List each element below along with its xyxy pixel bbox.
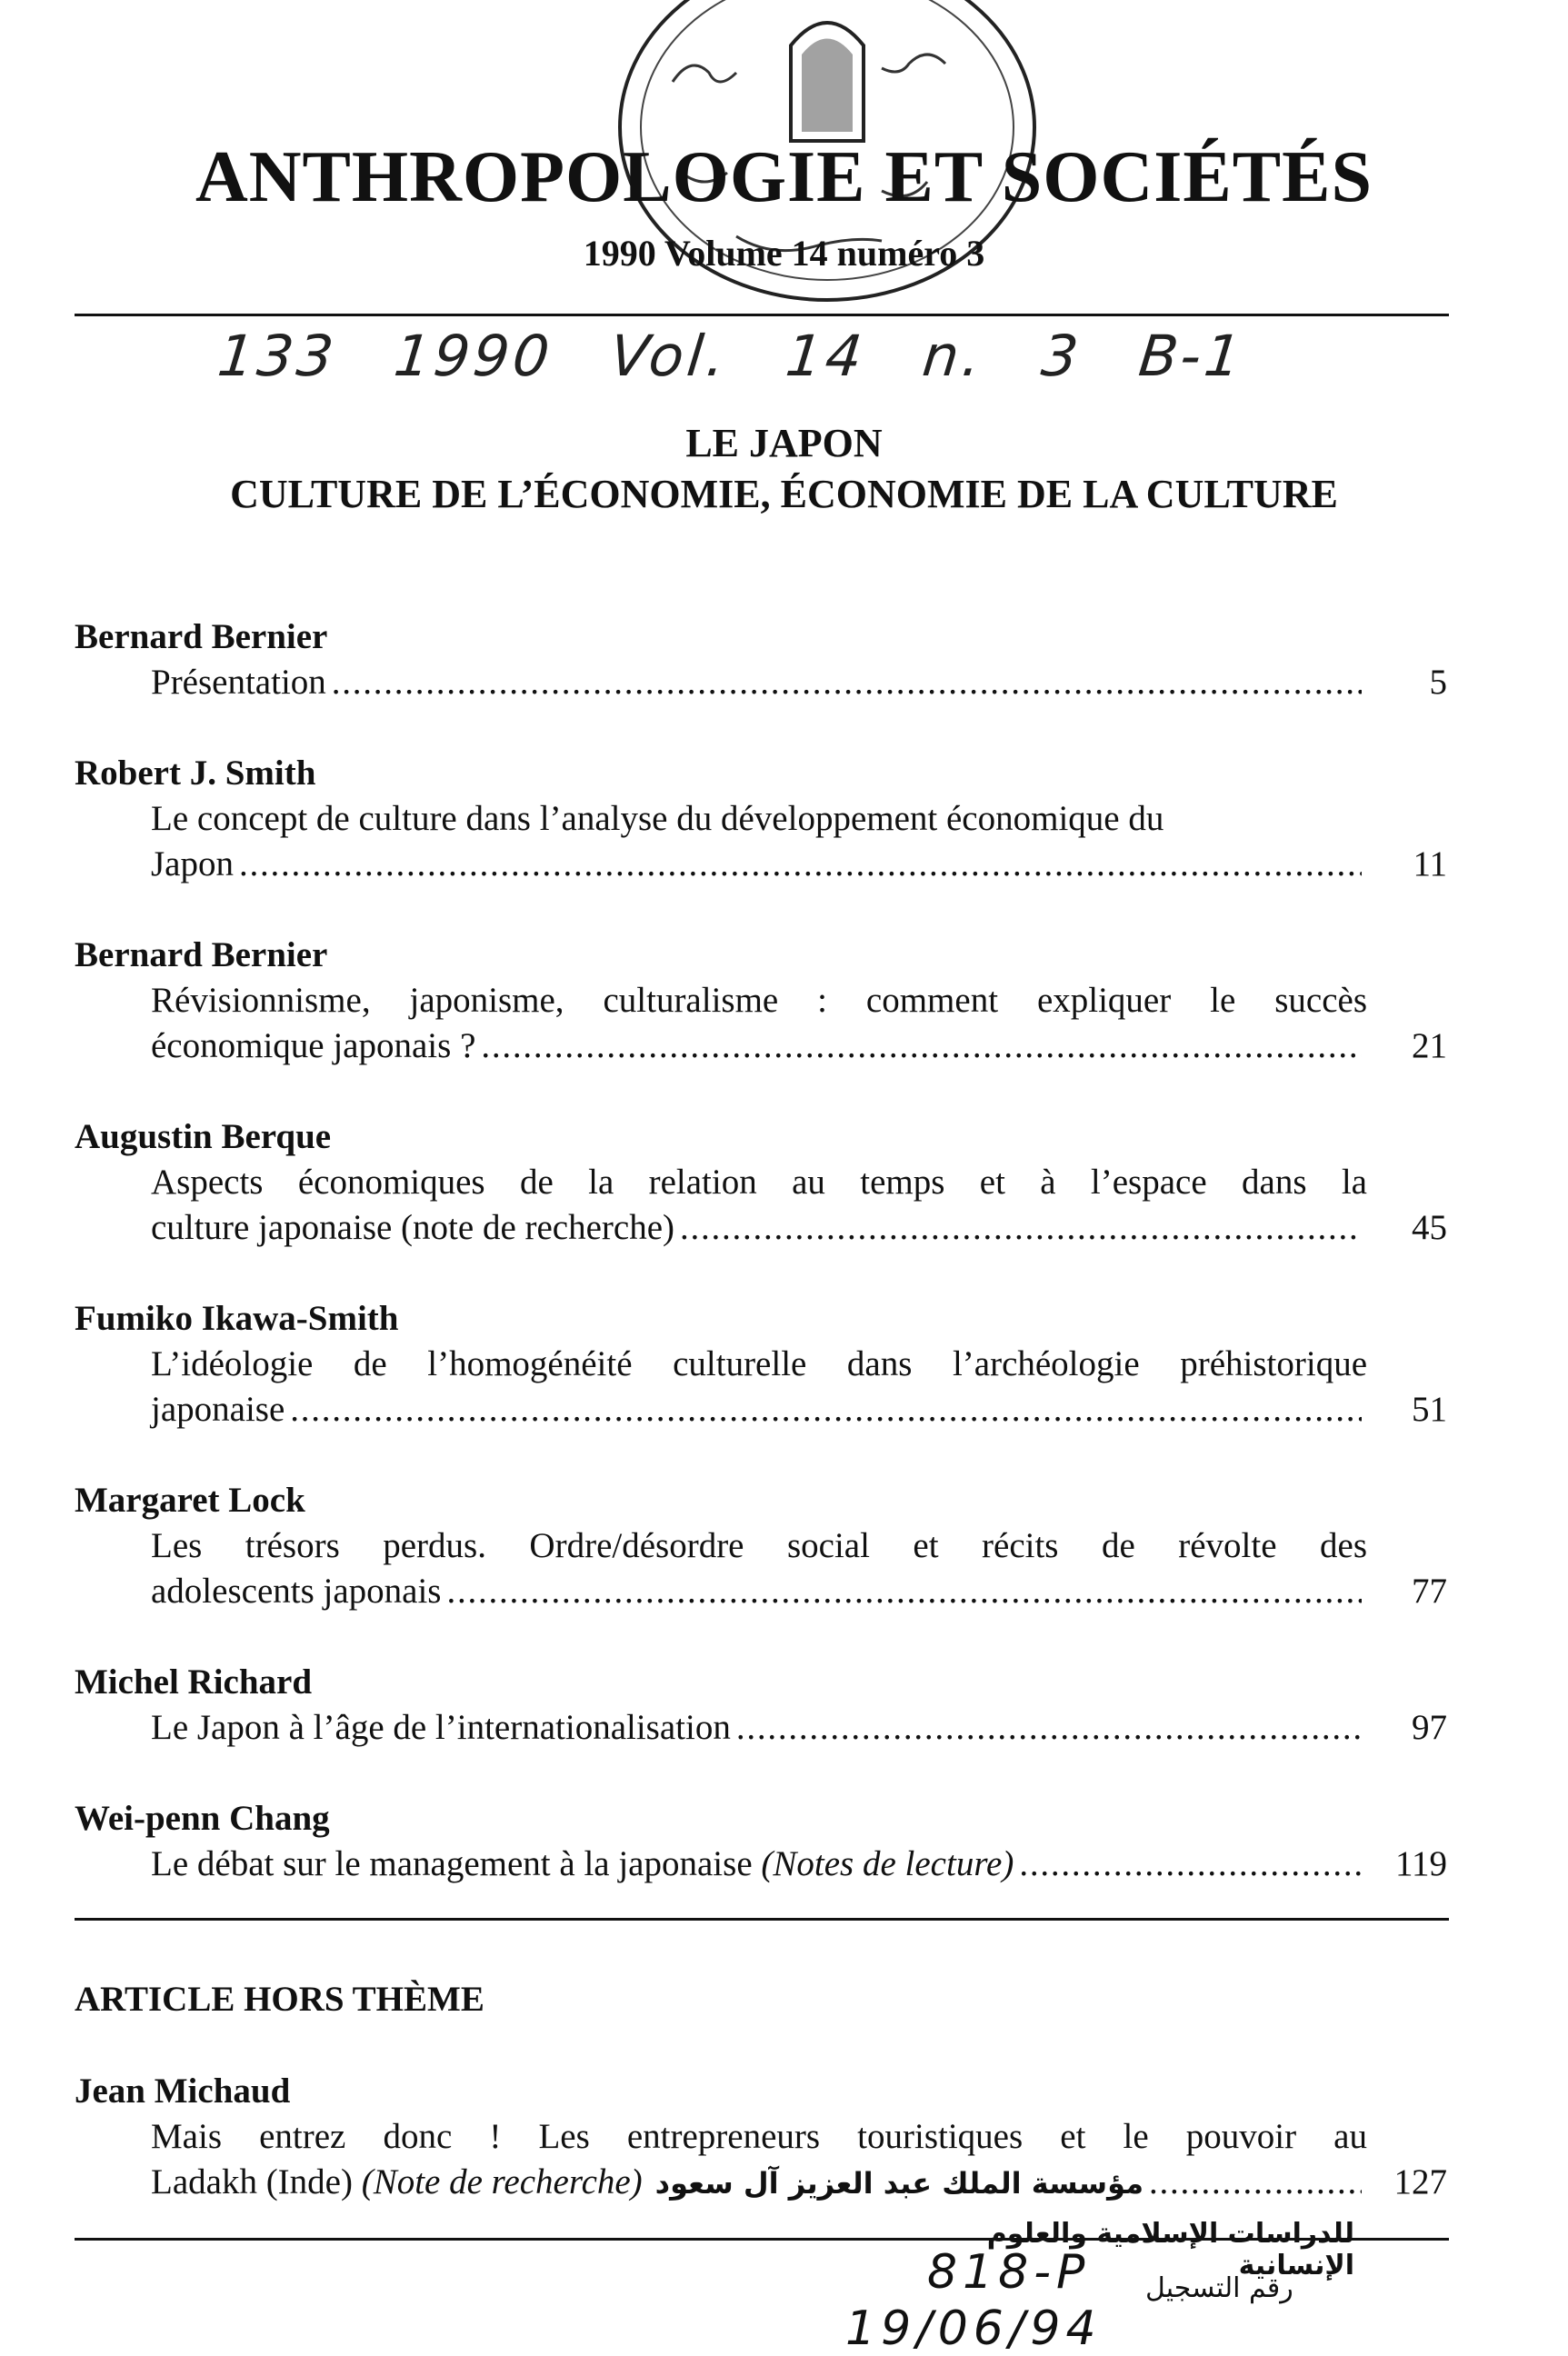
toc-entry — [75, 614, 1447, 705]
registration-stamp — [773, 2218, 1354, 2356]
section-rule — [75, 1918, 1449, 1921]
article-title-text: Ladakh (Inde) — [151, 2162, 353, 2201]
stamp-date: 19/06/94 — [845, 2301, 1102, 2356]
leader-dots — [239, 842, 1362, 887]
article-title: Le Japon à l’âge de l’internationalisation — [151, 1708, 731, 1747]
toc-title-row[interactable] — [75, 1842, 1447, 1887]
journal-title: ANTHROPOLOGIE ET SOCIÉTÉS — [195, 137, 1373, 217]
leader-dots — [332, 660, 1362, 705]
author-name: Margaret Lock — [75, 1481, 305, 1520]
article-title-line[interactable]: L’idéologie de l’homogénéité culturelle dans l’archéologie préhistorique — [151, 1344, 1367, 1383]
toc-title-row[interactable] — [75, 1569, 1447, 1614]
toc-title-row[interactable] — [75, 1705, 1447, 1751]
leader-dots — [446, 1569, 1362, 1614]
header-rule — [75, 314, 1449, 316]
page-number: 77 — [1412, 1572, 1447, 1611]
stamp-registration-label: رقم التسجيل — [1145, 2272, 1293, 2304]
leader-dots — [1019, 1842, 1362, 1887]
article-title-line[interactable]: Aspects économiques de la relation au temps et à l’espace dans la — [151, 1163, 1367, 1202]
article-note-type: (Note de recherche) — [361, 2162, 643, 2201]
toc-title-row[interactable] — [75, 1023, 1447, 1069]
section-heading: ARTICLE HORS THÈME — [75, 1980, 484, 2019]
toc-title-row[interactable] — [75, 1205, 1447, 1251]
page-number: 21 — [1412, 1026, 1447, 1065]
author-name: Augustin Berque — [75, 1117, 332, 1156]
theme-title: LE JAPON — [685, 421, 883, 465]
leader-dots — [680, 1205, 1362, 1251]
author-name: Robert J. Smith — [75, 754, 316, 793]
toc-title-row[interactable] — [75, 660, 1447, 705]
leader-dots — [481, 1023, 1362, 1069]
article-title-line: culture japonaise (note de recherche) — [151, 1208, 675, 1247]
page-number: 5 — [1429, 663, 1447, 702]
toc-entry — [75, 1660, 1447, 1751]
article-title-text: Le débat sur le management à la japonaise — [151, 1844, 753, 1883]
toc-entry — [75, 1296, 1447, 1433]
article-title-line: économique japonais ? — [151, 1026, 476, 1065]
toc-title-row[interactable] — [75, 1387, 1447, 1433]
stamp-institution-line: للدراسات الإسلامية والعلوم الإنسانية — [986, 2218, 1354, 2281]
page-number: 45 — [1412, 1208, 1447, 1247]
article-title-line: japonaise — [151, 1390, 285, 1429]
institution-stamp-text: مؤسسة الملك عبد العزيز آل سعود — [654, 2166, 1144, 2201]
toc-entry — [75, 933, 1447, 1069]
article-title-line[interactable]: Les trésors perdus. Ordre/désordre social et récits de révolte des — [151, 1526, 1367, 1565]
toc-entry — [75, 1478, 1447, 1614]
stamp-registration-number: 818-P — [927, 2245, 1091, 2300]
leader-dots — [736, 1705, 1362, 1751]
page-number: 119 — [1394, 1844, 1447, 1883]
author-name: Fumiko Ikawa-Smith — [75, 1299, 399, 1338]
page-number: 11 — [1413, 844, 1447, 884]
toc-title-row[interactable] — [75, 2160, 1447, 2206]
handwritten-call-number: 133 1990 Vol. 14 n. 3 B-1 — [215, 323, 1248, 389]
article-title-line[interactable]: Révisionnisme, japonisme, culturalisme : comment expliquer le succès — [151, 981, 1367, 1020]
page-number: 51 — [1412, 1390, 1447, 1429]
theme-subtitle: CULTURE DE L’ÉCONOMIE, ÉCONOMIE DE LA CULTURE — [230, 472, 1338, 516]
article-title-line: adolescents japonais — [151, 1572, 442, 1611]
leader-dots — [290, 1387, 1362, 1433]
issue-line: 1990 Volume 14 numéro 3 — [583, 233, 985, 274]
toc-entry — [75, 751, 1447, 887]
leader-dots — [1149, 2160, 1362, 2205]
author-name: Jean Michaud — [75, 2071, 291, 2111]
author-name: Michel Richard — [75, 1662, 313, 1702]
article-title — [151, 1842, 1014, 1887]
article-note-type: (Notes de lecture) — [761, 1844, 1014, 1883]
article-title: Présentation — [151, 663, 326, 702]
article-title-line[interactable]: Le concept de culture dans l’analyse du développement économique du — [151, 799, 1164, 838]
toc-entry — [75, 1796, 1447, 1887]
article-title-line — [151, 2160, 643, 2205]
toc-title-row[interactable] — [75, 842, 1447, 887]
toc-entry — [75, 1114, 1447, 1251]
article-title-line: Japon — [151, 844, 234, 884]
author-name: Bernard Bernier — [75, 617, 328, 656]
page-number: 97 — [1412, 1708, 1447, 1747]
author-name: Bernard Bernier — [75, 935, 328, 974]
author-name: Wei-penn Chang — [75, 1799, 330, 1838]
toc-entry — [75, 2069, 1447, 2206]
page-number: 127 — [1393, 2162, 1447, 2201]
article-title-line[interactable]: Mais entrez donc ! Les entrepreneurs touristiques et le pouvoir au — [151, 2117, 1367, 2156]
